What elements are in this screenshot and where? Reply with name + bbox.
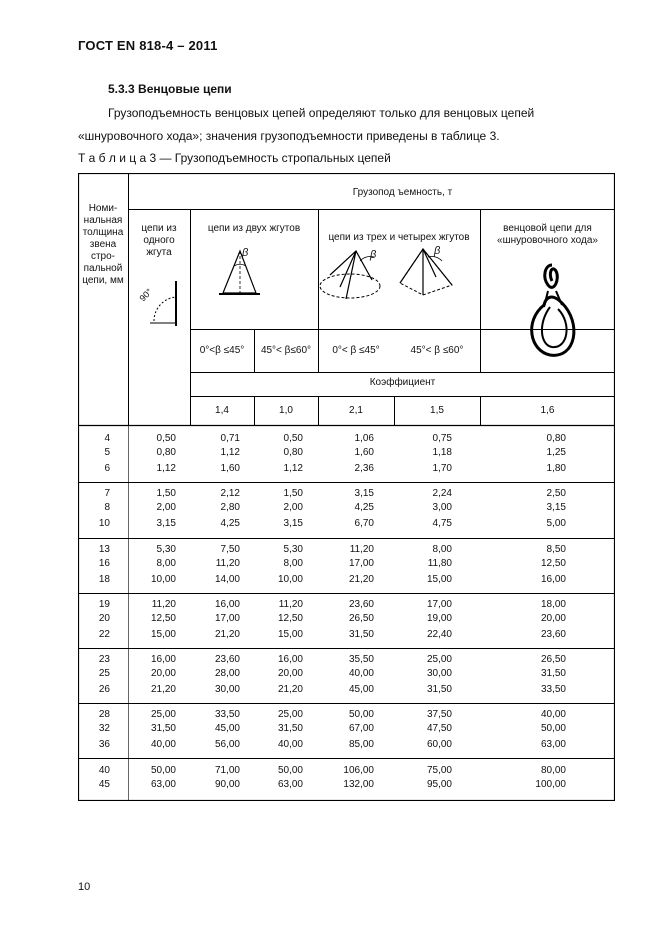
- capacity-cell: 50,00: [540, 723, 566, 734]
- paragraph-line-2: «шнуровочного хода»; значения грузоподъемности приведены в таблице 3.: [78, 129, 500, 143]
- capacity-cell: 3,15: [283, 518, 303, 529]
- capacity-cell: 3,15: [354, 488, 374, 499]
- capacity-cell: 26,50: [348, 613, 374, 624]
- three-four-leg-chain-icon: [320, 249, 452, 299]
- capacity-cell: 17,00: [426, 599, 452, 610]
- col-thickness-line: Номи-: [88, 203, 118, 214]
- capacity-cell: 0,50: [283, 433, 303, 444]
- capacity-cell: 16,00: [540, 574, 566, 585]
- capacity-cell: 12,50: [277, 613, 303, 624]
- capacity-cell: 25,00: [277, 709, 303, 720]
- capacity-cell: 3,00: [432, 502, 452, 513]
- capacity-cell: 0,71: [220, 433, 240, 444]
- capacity-cell: 8,00: [432, 544, 452, 555]
- capacity-cell: 1,12: [220, 447, 240, 458]
- capacity-cell: 30,00: [426, 668, 452, 679]
- col-single-line: одного: [143, 235, 175, 246]
- capacity-cell: 2,00: [283, 502, 303, 513]
- col-thickness-line: толщина: [82, 227, 124, 238]
- col-lacing-line: венцовой цепи для: [503, 223, 592, 234]
- capacity-cell: 40,00: [348, 668, 374, 679]
- capacity-cell: 7,50: [220, 544, 240, 555]
- capacity-cell: 5,30: [156, 544, 176, 555]
- angle-label: 90°: [137, 286, 155, 304]
- col-thickness-line: цепи, мм: [82, 275, 124, 286]
- capacity-cell: 30,00: [214, 684, 240, 695]
- thickness-cell: 40: [98, 765, 110, 776]
- capacity-cell: 5,30: [283, 544, 303, 555]
- two-leg-chain-icon: [219, 251, 260, 294]
- capacity-cell: 56,00: [214, 739, 240, 750]
- capacity-cell: 10,00: [150, 574, 176, 585]
- capacity-cell: 106,00: [343, 765, 374, 776]
- capacity-cell: 75,00: [426, 765, 452, 776]
- capacity-header: Грузопод ъемность, т: [352, 187, 453, 198]
- range-c: 0°< β ≤45°: [332, 345, 380, 356]
- table-caption: Т а б л и ц а 3 — Грузоподъемность стропальных цепей: [78, 151, 391, 165]
- capacity-cell: 37,50: [426, 709, 452, 720]
- capacity-cell: 8,00: [156, 558, 176, 569]
- capacity-cell: 33,50: [214, 709, 240, 720]
- capacity-cell: 50,00: [348, 709, 374, 720]
- col-lacing-header: [480, 223, 615, 247]
- capacity-cell: 63,00: [150, 779, 176, 790]
- capacity-cell: 20,00: [150, 668, 176, 679]
- thickness-cell: 10: [98, 518, 110, 529]
- thickness-cell: 36: [98, 739, 110, 750]
- coefficient-cell: 1,6: [540, 405, 555, 416]
- capacity-cell: 50,00: [150, 765, 176, 776]
- capacity-cell: 8,50: [546, 544, 566, 555]
- col-single-line: цепи из: [141, 223, 177, 234]
- document-header: ГОСТ EN 818-4 – 2011: [78, 38, 218, 53]
- capacity-cell: 16,00: [214, 599, 240, 610]
- capacity-cell: 63,00: [277, 779, 303, 790]
- capacity-cell: 31,50: [277, 723, 303, 734]
- capacity-cell: 21,20: [150, 684, 176, 695]
- capacity-cell: 100,00: [535, 779, 566, 790]
- capacity-cell: 1,25: [546, 447, 566, 458]
- coefficient-cell: 1,5: [430, 405, 444, 416]
- capacity-cell: 71,00: [214, 765, 240, 776]
- capacity-cell: 1,70: [432, 463, 452, 474]
- capacity-cell: 23,60: [540, 629, 566, 640]
- capacity-cell: 1,18: [432, 447, 452, 458]
- capacity-cell: 23,60: [214, 654, 240, 665]
- single-leg-chain-icon: [150, 281, 177, 326]
- thickness-cell: 16: [98, 558, 110, 569]
- capacity-cell: 18,00: [540, 599, 566, 610]
- capacity-cell: 0,80: [283, 447, 303, 458]
- thickness-cell: 19: [98, 599, 110, 610]
- capacity-cell: 17,00: [348, 558, 374, 569]
- capacity-table: [78, 173, 615, 801]
- capacity-cell: 17,00: [214, 613, 240, 624]
- capacity-cell: 50,00: [277, 765, 303, 776]
- capacity-cell: 14,00: [214, 574, 240, 585]
- capacity-cell: 85,00: [348, 739, 374, 750]
- coefficient-cell: 1,4: [215, 405, 229, 416]
- col-single-line: жгута: [146, 247, 172, 258]
- beta-symbol: β: [242, 247, 249, 259]
- col-thickness-header: [78, 203, 128, 287]
- capacity-cell: 5,00: [546, 518, 566, 529]
- coefficient-cell: 1,0: [279, 405, 293, 416]
- range-a: 0°<β ≤45°: [199, 345, 245, 356]
- thickness-cell: 28: [98, 709, 110, 720]
- col-thickness-line: пальной: [83, 263, 123, 274]
- thickness-cell: 8: [104, 502, 110, 513]
- capacity-cell: 40,00: [277, 739, 303, 750]
- capacity-cell: 40,00: [150, 739, 176, 750]
- capacity-cell: 1,12: [283, 463, 303, 474]
- capacity-cell: 25,00: [150, 709, 176, 720]
- capacity-cell: 1,60: [220, 463, 240, 474]
- range-b: 45°< β≤60°: [260, 345, 312, 356]
- capacity-cell: 63,00: [540, 739, 566, 750]
- capacity-cell: 21,20: [277, 684, 303, 695]
- section-title: 5.3.3 Венцовые цепи: [108, 82, 232, 96]
- capacity-cell: 12,50: [540, 558, 566, 569]
- capacity-cell: 8,00: [283, 558, 303, 569]
- thickness-cell: 18: [98, 574, 110, 585]
- capacity-cell: 2,24: [432, 488, 452, 499]
- capacity-cell: 33,50: [540, 684, 566, 695]
- capacity-cell: 1,80: [546, 463, 566, 474]
- col-two-header: цепи из двух жгутов: [207, 223, 301, 234]
- page-number: 10: [78, 881, 91, 893]
- capacity-cell: 12,50: [150, 613, 176, 624]
- thickness-cell: 22: [98, 629, 110, 640]
- col-thickness-line: звена: [89, 239, 117, 250]
- coefficient-header: Коэффициент: [369, 377, 436, 388]
- capacity-cell: 1,12: [156, 463, 176, 474]
- capacity-cell: 28,00: [214, 668, 240, 679]
- beta-symbol: β: [434, 245, 441, 257]
- capacity-cell: 3,15: [156, 518, 176, 529]
- capacity-cell: 4,75: [432, 518, 452, 529]
- thickness-cell: 23: [98, 654, 110, 665]
- capacity-cell: 35,50: [348, 654, 374, 665]
- col-three-four-header: цепи из трех и четырех жгутов: [328, 232, 470, 243]
- capacity-cell: 2,36: [354, 463, 374, 474]
- col-lacing-line: «шнуровочного хода»: [497, 235, 598, 246]
- capacity-cell: 31,50: [348, 629, 374, 640]
- capacity-cell: 2,00: [156, 502, 176, 513]
- thickness-cell: 5: [104, 447, 110, 458]
- capacity-cell: 31,50: [426, 684, 452, 695]
- col-thickness-line: нальная: [83, 215, 123, 226]
- range-d: 45°< β ≤60°: [410, 345, 464, 356]
- thickness-cell: 6: [104, 463, 110, 474]
- thickness-cell: 7: [104, 488, 110, 499]
- coefficient-cell: 2,1: [349, 405, 363, 416]
- capacity-cell: 10,00: [277, 574, 303, 585]
- capacity-cell: 1,50: [283, 488, 303, 499]
- capacity-cell: 2,80: [220, 502, 240, 513]
- capacity-cell: 15,00: [277, 629, 303, 640]
- capacity-cell: 60,00: [426, 739, 452, 750]
- thickness-cell: 20: [98, 613, 110, 624]
- capacity-cell: 25,00: [426, 654, 452, 665]
- capacity-cell: 4,25: [220, 518, 240, 529]
- capacity-cell: 1,60: [354, 447, 374, 458]
- capacity-cell: 4,25: [354, 502, 374, 513]
- thickness-cell: 45: [98, 779, 110, 790]
- lacing-chain-icon: [532, 265, 574, 355]
- capacity-cell: 20,00: [277, 668, 303, 679]
- capacity-cell: 0,75: [432, 433, 452, 444]
- capacity-cell: 3,15: [546, 502, 566, 513]
- capacity-cell: 6,70: [354, 518, 374, 529]
- capacity-cell: 11,20: [151, 599, 176, 610]
- capacity-cell: 0,80: [546, 433, 566, 444]
- capacity-cell: 11,20: [349, 544, 374, 555]
- paragraph-line-1: Грузоподъемность венцовых цепей определяют только для венцовых цепей: [108, 106, 535, 120]
- capacity-cell: 15,00: [426, 574, 452, 585]
- capacity-cell: 21,20: [214, 629, 240, 640]
- capacity-cell: 80,00: [540, 765, 566, 776]
- capacity-cell: 15,00: [150, 629, 176, 640]
- capacity-cell: 11,20: [278, 599, 303, 610]
- capacity-cell: 26,50: [540, 654, 566, 665]
- capacity-cell: 2,12: [220, 488, 240, 499]
- capacity-cell: 0,80: [156, 447, 176, 458]
- col-thickness-line: стро-: [90, 251, 116, 262]
- capacity-cell: 45,00: [214, 723, 240, 734]
- capacity-cell: 23,60: [348, 599, 374, 610]
- capacity-cell: 20,00: [540, 613, 566, 624]
- capacity-cell: 1,06: [354, 433, 374, 444]
- capacity-cell: 45,00: [348, 684, 374, 695]
- capacity-cell: 16,00: [277, 654, 303, 665]
- thickness-cell: 25: [98, 668, 110, 679]
- capacity-cell: 2,50: [546, 488, 566, 499]
- capacity-cell: 19,00: [426, 613, 452, 624]
- capacity-cell: 31,50: [540, 668, 566, 679]
- thickness-cell: 32: [98, 723, 110, 734]
- thickness-cell: 13: [98, 544, 110, 555]
- col-single-header: [128, 223, 190, 259]
- capacity-cell: 1,50: [156, 488, 176, 499]
- capacity-cell: 67,00: [348, 723, 374, 734]
- capacity-cell: 16,00: [150, 654, 176, 665]
- beta-symbol: β: [370, 249, 377, 261]
- capacity-cell: 40,00: [540, 709, 566, 720]
- capacity-cell: 31,50: [150, 723, 176, 734]
- thickness-cell: 26: [98, 684, 110, 695]
- capacity-cell: 90,00: [214, 779, 240, 790]
- capacity-cell: 132,00: [343, 779, 374, 790]
- capacity-cell: 21,20: [348, 574, 374, 585]
- capacity-cell: 95,00: [426, 779, 452, 790]
- capacity-cell: 47,50: [426, 723, 452, 734]
- table-grid: [78, 173, 615, 801]
- thickness-cell: 4: [104, 433, 110, 444]
- capacity-cell: 11,80: [427, 558, 452, 569]
- capacity-cell: 0,50: [156, 433, 176, 444]
- capacity-cell: 11,20: [215, 558, 240, 569]
- capacity-cell: 22,40: [426, 629, 452, 640]
